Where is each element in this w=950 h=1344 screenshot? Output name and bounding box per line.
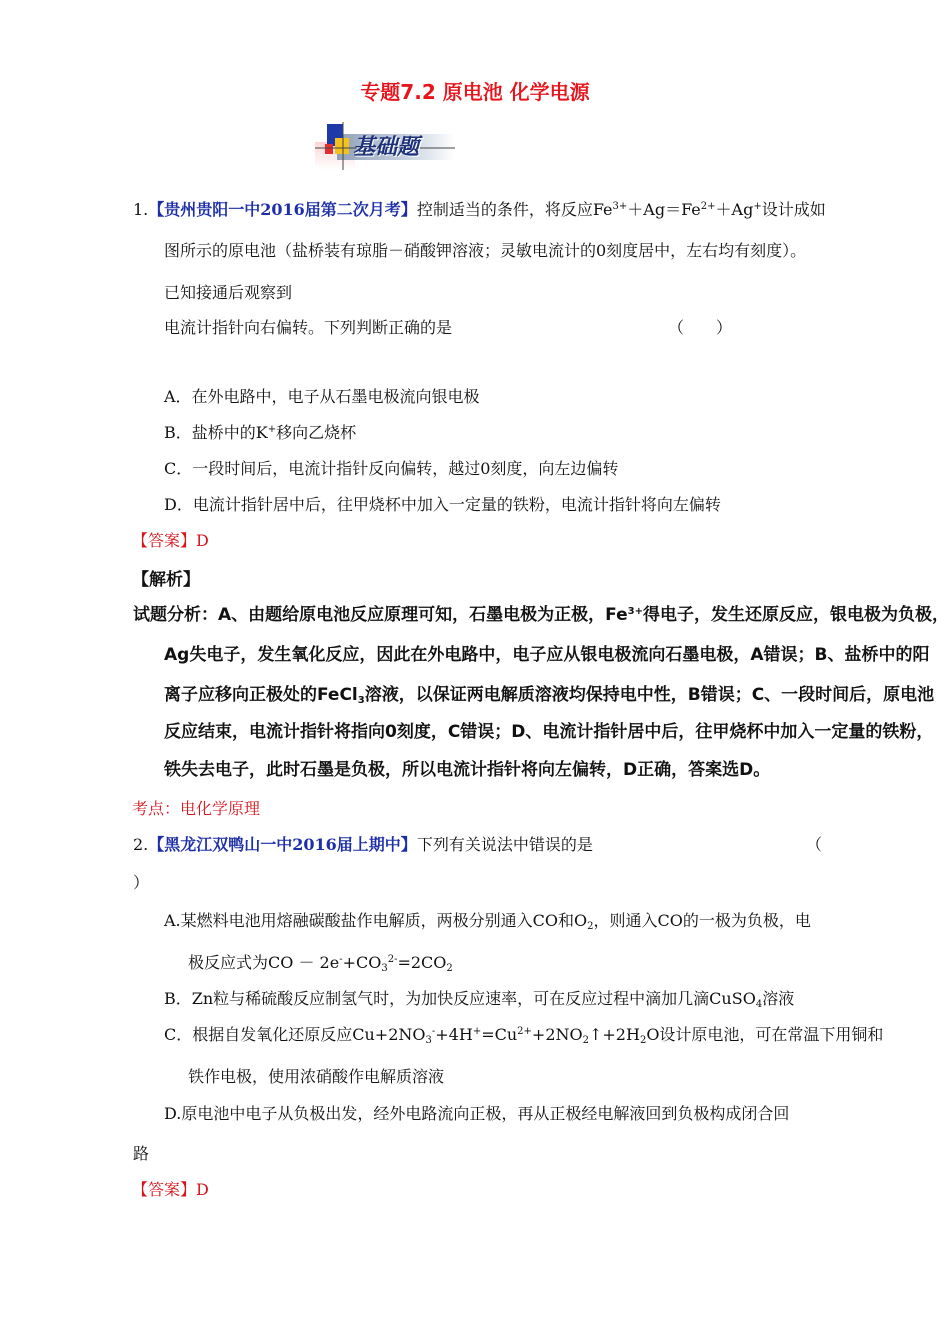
q2-option-c-line1: C．根据自发氧化还原反应$Cu+2NO_3^-+4H^+=Cu^{2+}+2NO_2↑+2H_2O$设计原电池，可在常温下用铜和 [164, 1025, 884, 1046]
q1-option-d: D．电流计指针居中后，往甲烧杯中加入一定量的铁粉，电流计指针将向左偏转 [164, 495, 721, 514]
q1-stem-line4: 电流计指针向右偏转。下列判断正确的是 [164, 318, 453, 337]
q1-stem-line1: 1.【贵州贵阳一中2016届第二次月考】控制适当的条件，将反应$Fe^{3+}+Ag=Fe^{2+}+Ag^+$设计成如 [133, 200, 826, 219]
q1-analysis-line4: 反应结束，电流计指针将指向0刻度，C错误；D、电流计指针居中后，往甲烧杯中加入一定量的铁粉， [164, 722, 934, 742]
q1-option-b: B．盐桥中的K+移向乙烧杯 [164, 423, 357, 442]
q2-answer: 【答案】D [132, 1180, 209, 1199]
q2-option-c-line2: 铁作电极，使用浓硝酸作电解质溶液 [188, 1067, 445, 1086]
q1-answer-bracket: （ ） [668, 318, 733, 337]
q1-source: 【贵州贵阳一中2016届第二次月考】 [148, 200, 417, 219]
q1-option-c: C．一段时间后，电流计指针反向偏转，越过0刻度，向左边偏转 [164, 459, 619, 478]
q1-analysis-line5: 铁失去电子，此时石墨是负极，所以电流计指针将向左偏转，D正确，答案选D。 [164, 760, 771, 780]
q2-source: 【黑龙江双鸭山一中2016届上期中】 [148, 835, 417, 854]
q1-analysis-label: 【解析】 [132, 570, 200, 590]
q1-stem-line3: 已知接通后观察到 [164, 283, 293, 302]
q2-bracket-close: ） [133, 873, 150, 892]
q2-bracket-open: （ [806, 835, 823, 854]
q2-stem: 2.【黑龙江双鸭山一中2016届上期中】下列有关说法中错误的是 [133, 835, 593, 854]
q1-stem-line2: 图所示的原电池（盐桥装有琼脂－硝酸钾溶液；灵敏电流计的0刻度居中，左右均有刻度）。 [164, 241, 807, 260]
q1-analysis-line1: 试题分析：A、由题给原电池反应原理可知，石墨电极为正极，$Fe^{3+}$得电子，发生还原反应，银电极为负极， [133, 605, 949, 625]
q1-analysis-line2: Ag失电子，发生氧化反应，因此在外电路中，电子应从银电极流向石墨电极，A错误；B、盐桥中的阳 [164, 645, 930, 665]
section-banner [315, 122, 455, 170]
q1-option-a: A．在外电路中，电子从石墨电极流向银电极 [164, 387, 480, 406]
banner-label: 基础题 [353, 134, 420, 160]
page-title: 专题7.2 原电池 化学电源 [360, 80, 590, 104]
q1-analysis-line3: 离子应移向正极处的FeCl$_3$溶液，以保证两电解质溶液均保持电中性，B错误；C、一段时间后，原电池 [164, 685, 935, 706]
q2-option-b: B．Zn粒与稀硫酸反应制氢气时，为加快反应速率，可在反应过程中滴加几滴CuSO$_4$溶液 [164, 989, 795, 1010]
q2-option-a-line2: 极反应式为CO － $2e^-+CO_3^{2-}=2CO_2$ [188, 953, 453, 974]
q1-answer: 【答案】D [132, 531, 209, 550]
q2-option-d-line1: D.原电池中电子从负极出发，经外电路流向正极，再从正极经电解液回到负极构成闭合回 [164, 1104, 790, 1123]
q1-kaodian: 考点：电化学原理 [132, 799, 261, 818]
q2-option-d-line2: 路 [133, 1144, 150, 1163]
q2-option-a-line1: A.某燃料电池用熔融碳酸盐作电解质，两极分别通入CO和$O_2$，则通入CO的一极为负极，电 [164, 911, 811, 932]
